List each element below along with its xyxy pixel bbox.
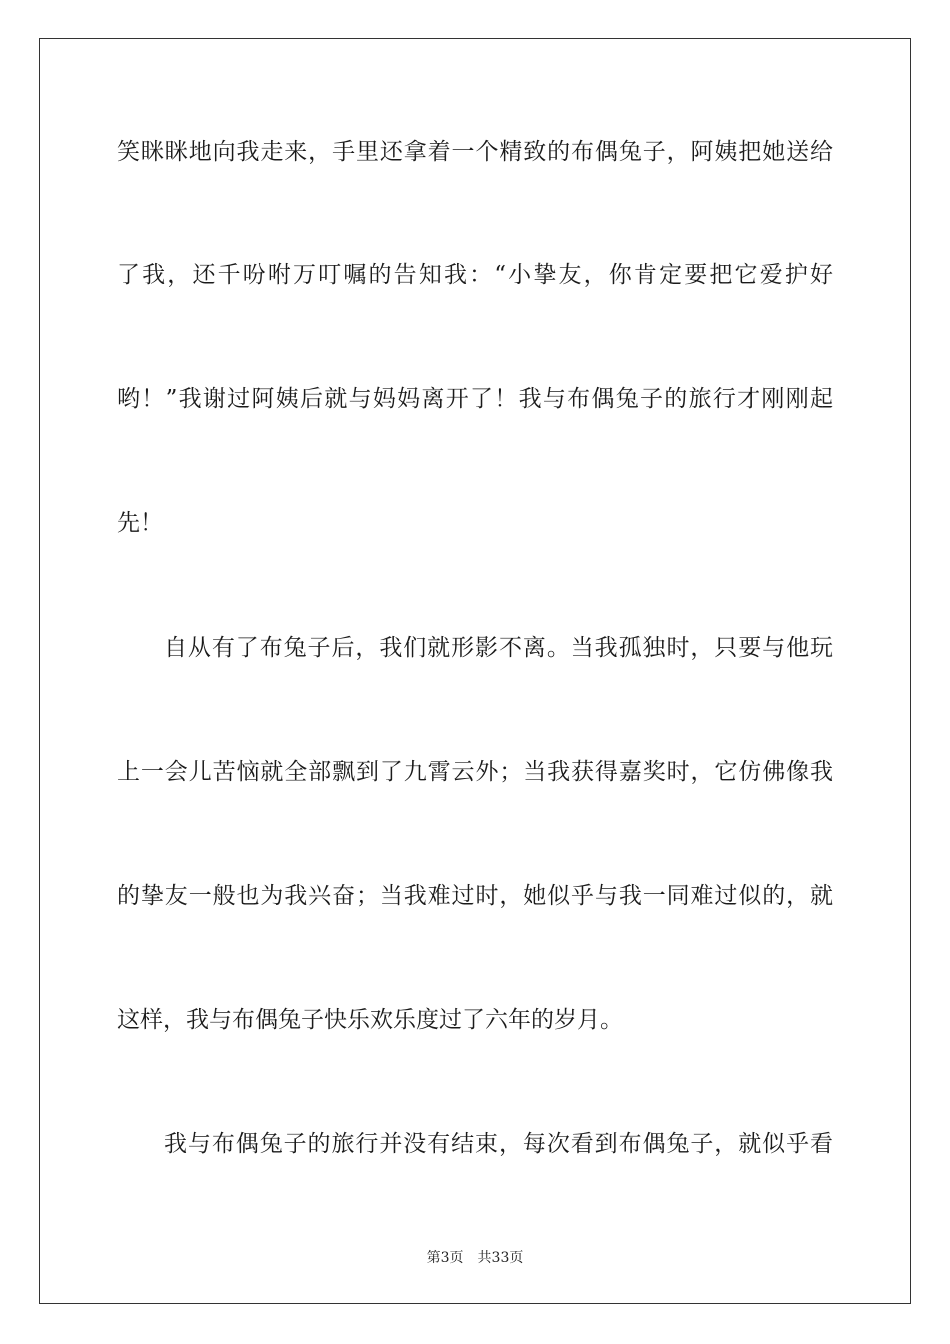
page-total: 共33页 — [477, 1250, 524, 1266]
text-line: 这样，我与布偶兔子快乐欢乐度过了六年的岁月。 — [117, 1007, 623, 1033]
text-line: 了我，还千吩咐万叮嘱的告知我：“小挚友，你肯定要把它爱护好 — [117, 262, 833, 288]
text-line: 笑眯眯地向我走来，手里还拿着一个精致的布偶兔子，阿姨把她送给 — [117, 139, 833, 165]
text-line: 先！ — [117, 510, 163, 536]
text-line: 上一会儿苦恼就全部飘到了九霄云外；当我获得嘉奖时，它仿佛像我 — [117, 759, 833, 785]
paragraph-first-line: 我与布偶兔子的旅行并没有结束，每次看到布偶兔子，就似乎看 — [164, 1131, 833, 1157]
page-number: 第3页 — [426, 1250, 464, 1266]
paragraph-first-line: 自从有了布兔子后，我们就形影不离。当我孤独时，只要与他玩 — [164, 635, 833, 661]
text-line: 的挚友一般也为我兴奋；当我难过时，她似乎与我一同难过似的，就 — [117, 883, 833, 909]
page-frame — [39, 38, 911, 1304]
text-line: 哟！”我谢过阿姨后就与妈妈离开了！我与布偶兔子的旅行才刚刚起 — [117, 386, 833, 412]
page-footer — [0, 1248, 950, 1268]
